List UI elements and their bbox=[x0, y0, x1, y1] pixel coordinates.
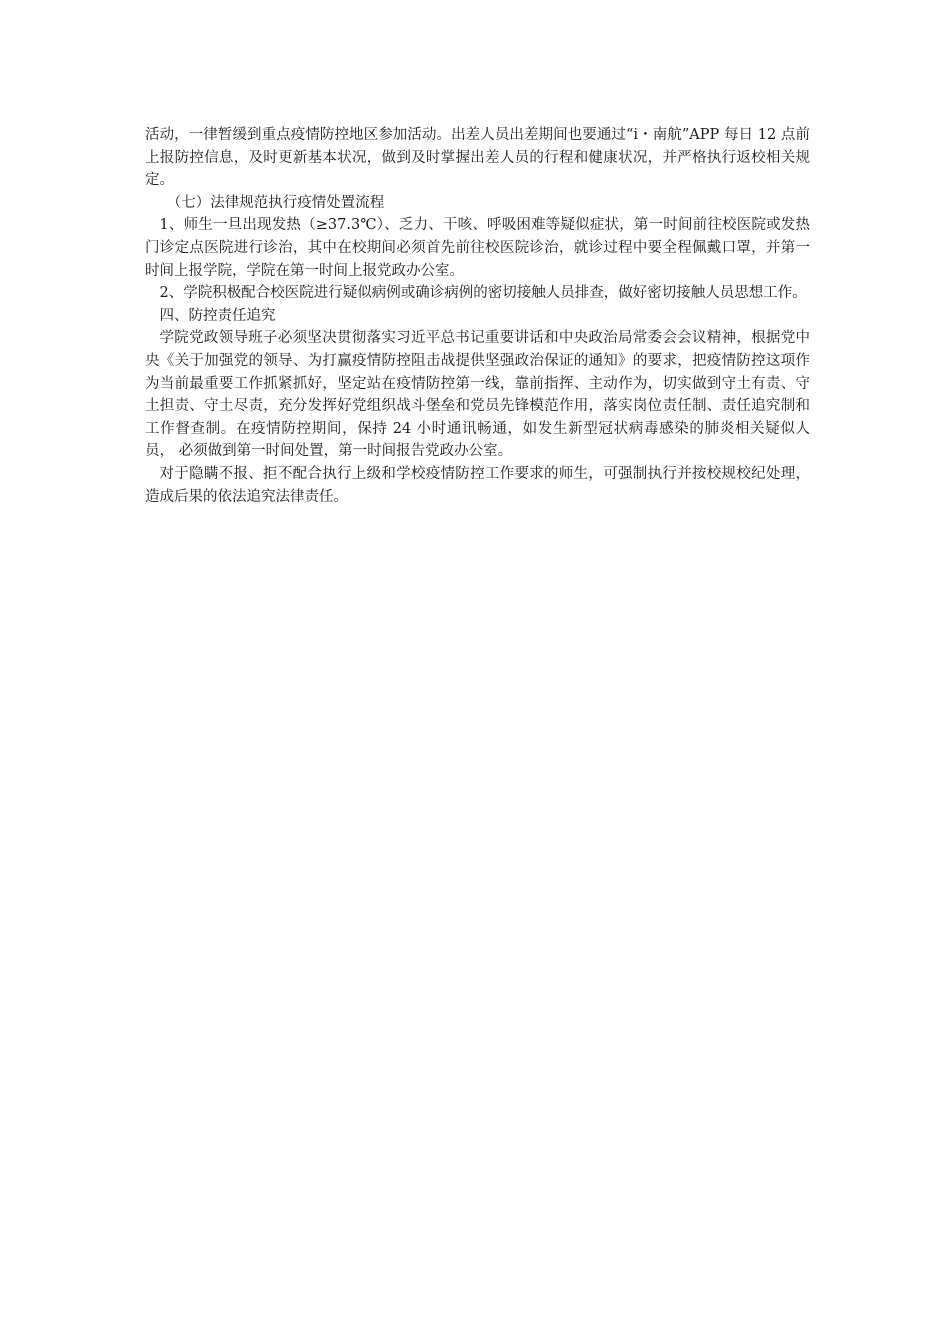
paragraph-responsibility: 学院党政领导班子必须坚决贯彻落实习近平总书记重要讲话和中央政治局常委会会议精神，根据党中央《关于加强党的领导、为打赢疫情防控阻击战提供坚强政治保证的通知》的要求，把疫情防控这项作为当前最重要工作抓紧抓好，坚定站在疫情防控第一线，靠前指挥、主动作为，切实做到守土有责、守土担责、守土尽责，充分发挥好党组织战斗堡垒和党员先锋模范作用，落实岗位责任制、责任追究制和工作督查制。在疫情防控期间，保持 24 小时通讯畅通，如发生新型冠状病毒感染的肺炎相关疑似人员， 必须做到第一时间处置，第一时间报告党政办公室。 bbox=[145, 330, 810, 460]
section-heading-4: 四、防控责任追究 bbox=[159, 307, 276, 324]
paragraph-item-1: 1、师生一旦出现发热（≥37.3℃）、乏力、干咳、呼吸困难等疑似症状，第一时间前往校医院或发热门诊定点医院进行诊治，其中在校期间必须首先前往校医院诊治，就诊过程中要全程佩戴口罩，并第一时间上报学院，学院在第一时间上报党政办公室。 bbox=[145, 217, 810, 279]
section-heading-7: （七）法律规范执行疫情处置流程 bbox=[166, 194, 385, 211]
paragraph-item-2: 2、学院积极配合校医院进行疑似病例或确诊病例的密切接触人员排查，做好密切接触人员思想工作。 bbox=[159, 285, 807, 302]
paragraph-continuation: 活动，一律暂缓到重点疫情防控地区参加活动。出差人员出差期间也要通过“i・南航”APP 每日 12 点前上报防控信息，及时更新基本状况，做到及时掌握出差人员的行程和健康状况，并严格执行返校相关规定。 bbox=[145, 127, 810, 189]
document-body bbox=[145, 124, 810, 508]
paragraph-discipline: 对于隐瞒不报、拒不配合执行上级和学校疫情防控工作要求的师生，可强制执行并按校规校纪处理，造成后果的依法追究法律责任。 bbox=[145, 465, 810, 505]
